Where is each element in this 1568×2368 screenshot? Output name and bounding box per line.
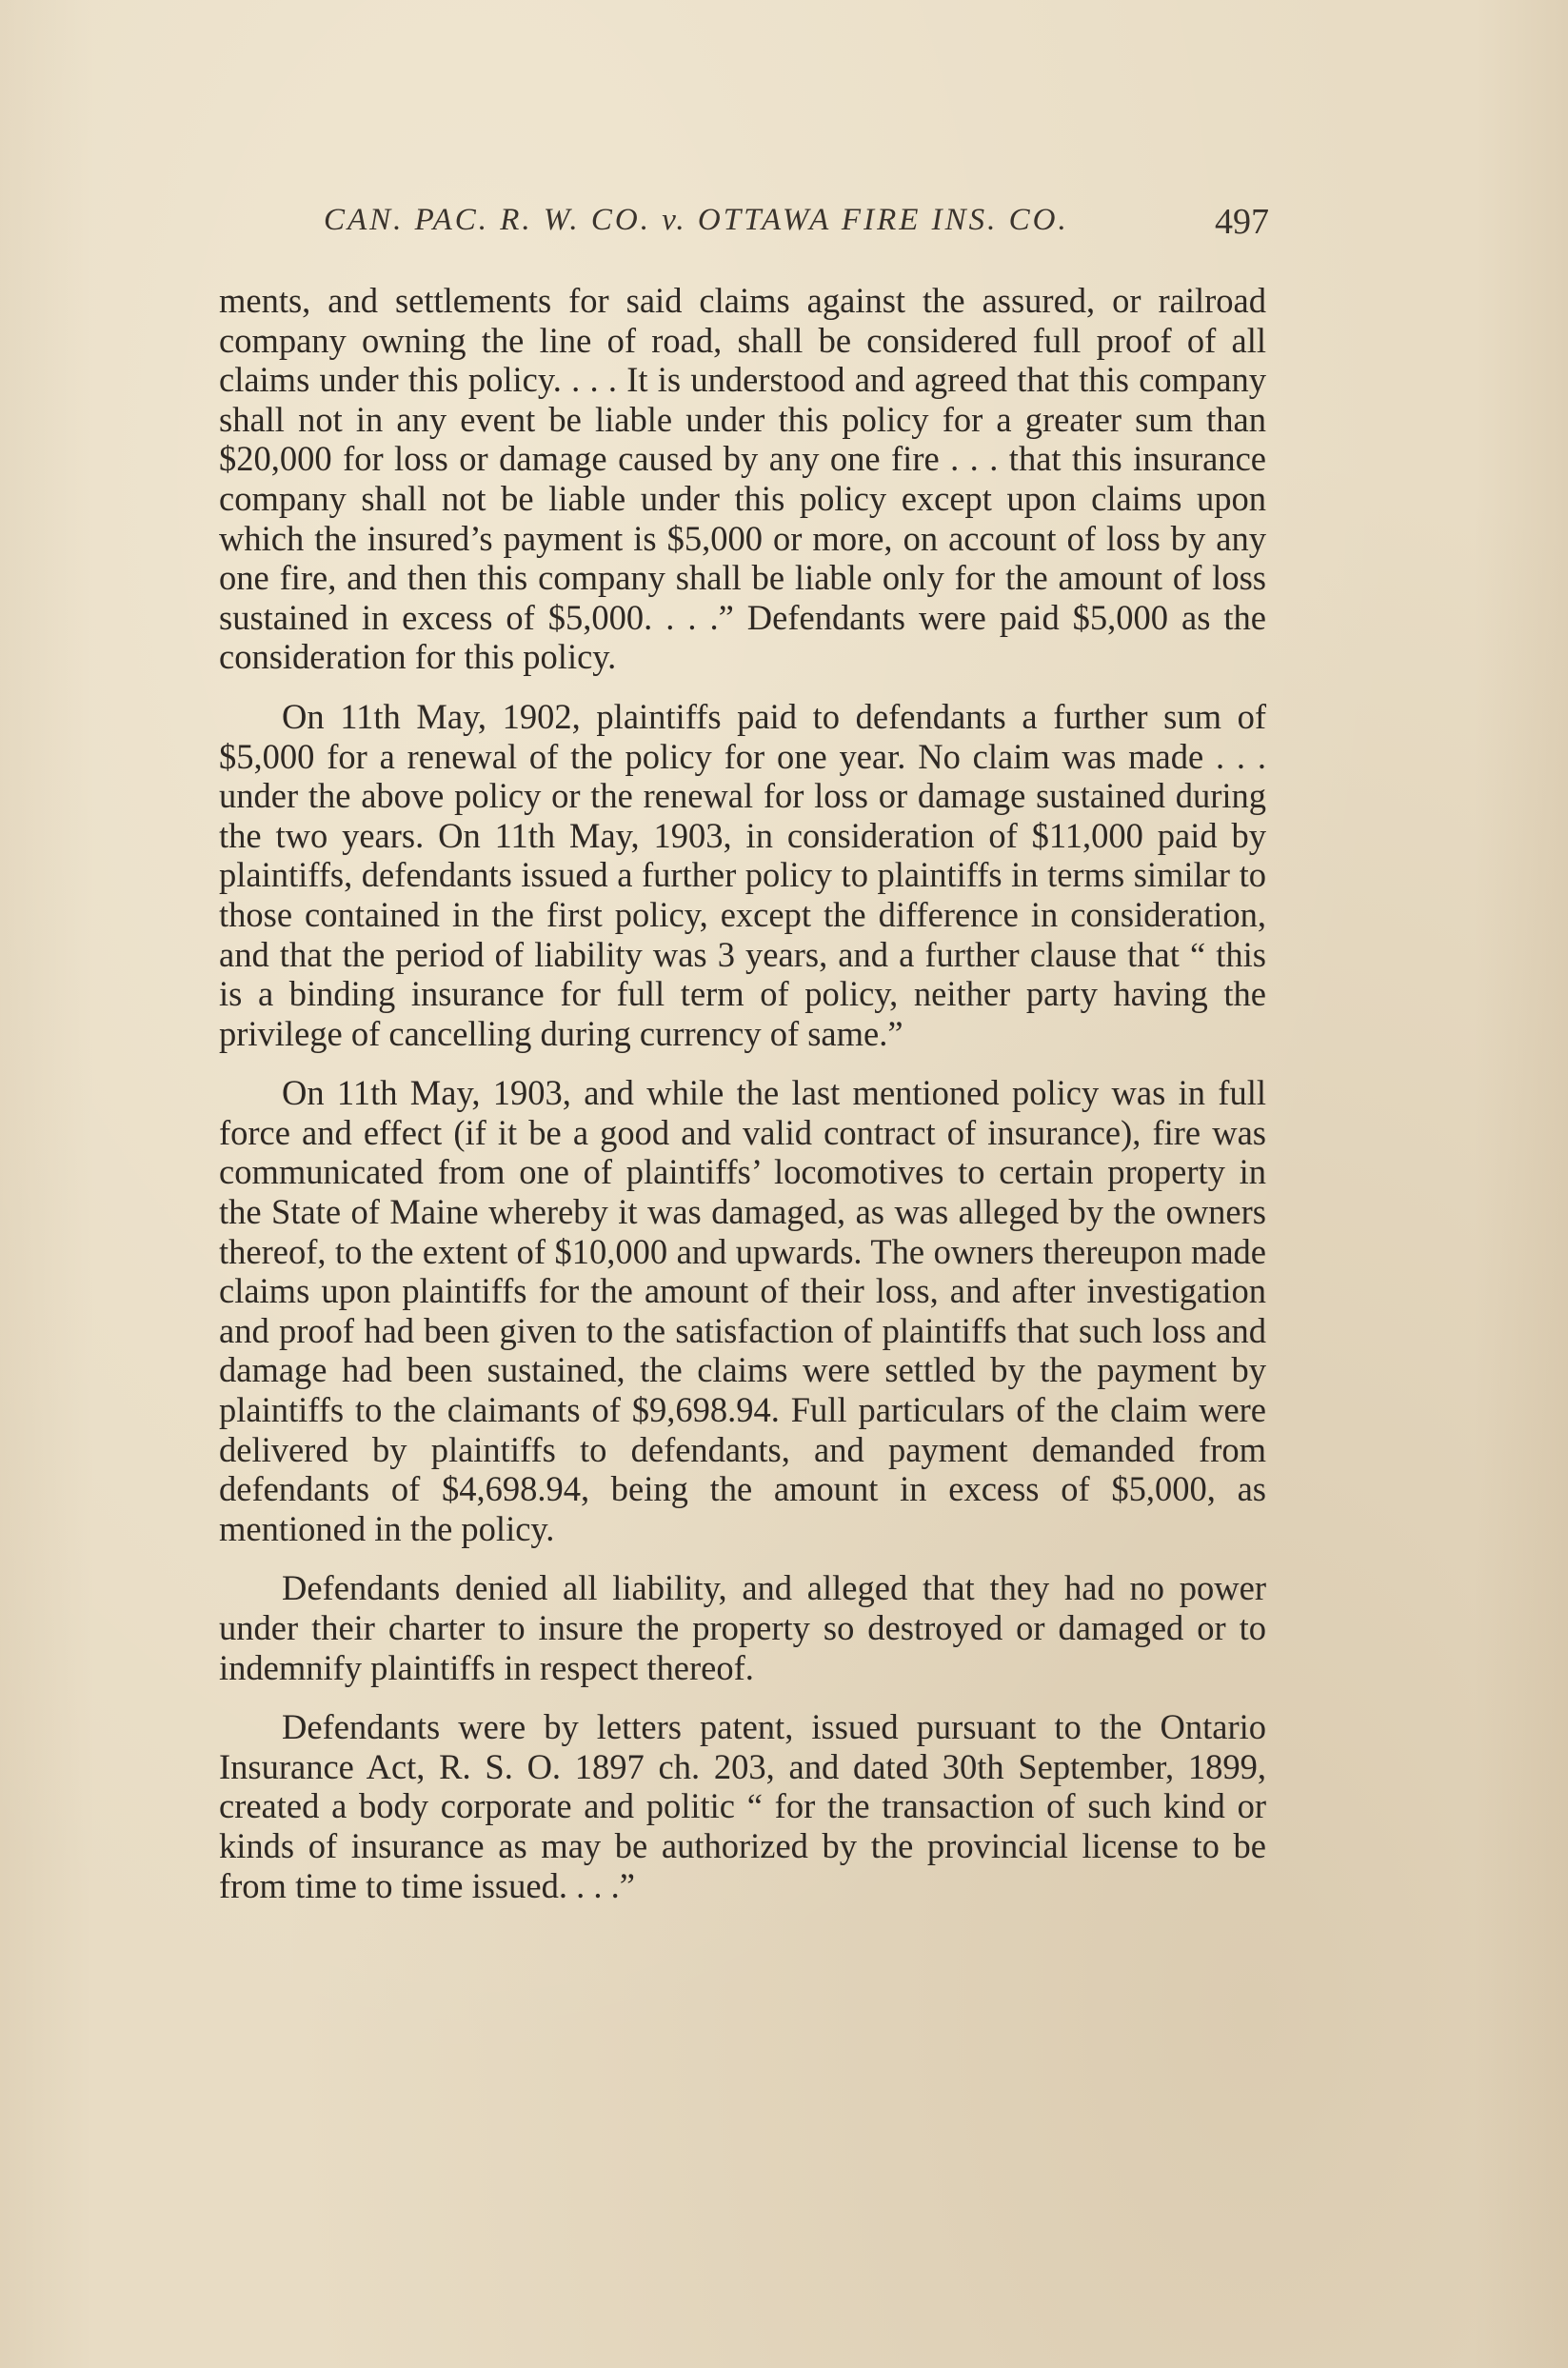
paragraph-denial: Defendants denied all liability, and alleged that they had no power under their charter to insure the property so destroyed or damaged or to indemnify plaintiffs in respect thereof. xyxy=(219,1568,1266,1687)
running-head xyxy=(217,195,1269,252)
running-title: CAN. PAC. R. W. CO. v. OTTAWA FIRE INS. CO. xyxy=(324,203,1069,237)
paragraph-fire-claim: On 11th May, 1903, and while the last mentioned policy was in full force and effect (if it be a good and valid contract of insurance), fire was communicated from one of plaintiffs’ locomotives to certain property in the State of Maine whereby it was damaged, as was alleged by the owners thereof, to the extent of $10,000 and upwards. The owners thereupon made claims upon plaintiffs for the amount of their loss, and after investigation and proof had been given to the satisfaction of plaintiffs that such loss and damage had been sustained, the claims were settled by the payment by plaintiffs to the claimants of $9,698.94. Full particulars of the claim were delivered by plaintiffs to defendants, and payment demanded from defendants of $4,698.94, being the amount in excess of $5,000, as mentioned in the policy. xyxy=(219,1073,1266,1548)
paragraph-letters-patent: Defendants were by letters patent, issued pursuant to the Ontario Insurance Act, R. S. O. 1897 ch. 203, and dated 30th September, 1899, created a body corporate and politic “ for the transaction of such kind or kinds of insurance as may be authorized by the provincial license to be from time to time issued. . . .” xyxy=(219,1707,1266,1905)
paragraph-renewal: On 11th May, 1902, plaintiffs paid to defendants a further sum of $5,000 for a renewal of the policy for one year. No claim was made . . . under the above policy or the renewal for loss or damage sustained during the two years. On 11th May, 1903, in consideration of $11,000 paid by plaintiffs, defendants issued a further policy to plaintiffs in terms similar to those contained in the first policy, except the difference in consideration, and that the period of liability was 3 years, and a further clause that “ this is a binding insurance for full term of policy, neither party having the privilege of cancelling during currency of same.” xyxy=(219,696,1266,1053)
paragraph-continued: ments, and settlements for said claims against the assured, or railroad company owning the line of road, shall be considered full proof of all claims under this policy. . . . It is understood and agreed that this company shall not in any event be liable under this policy for a greater sum than $20,000 for loss or damage caused by any one fire . . . that this insurance company shall not be liable under this policy except upon claims upon which the insured’s payment is $5,000 or more, on account of loss by any one fire, and then this company shall be liable only for the amount of loss sustained in excess of $5,000. . . .” Defendants were paid $5,000 as the consideration for this policy. xyxy=(219,281,1266,677)
page-number: 497 xyxy=(1215,202,1269,242)
body-text xyxy=(219,281,1266,1905)
